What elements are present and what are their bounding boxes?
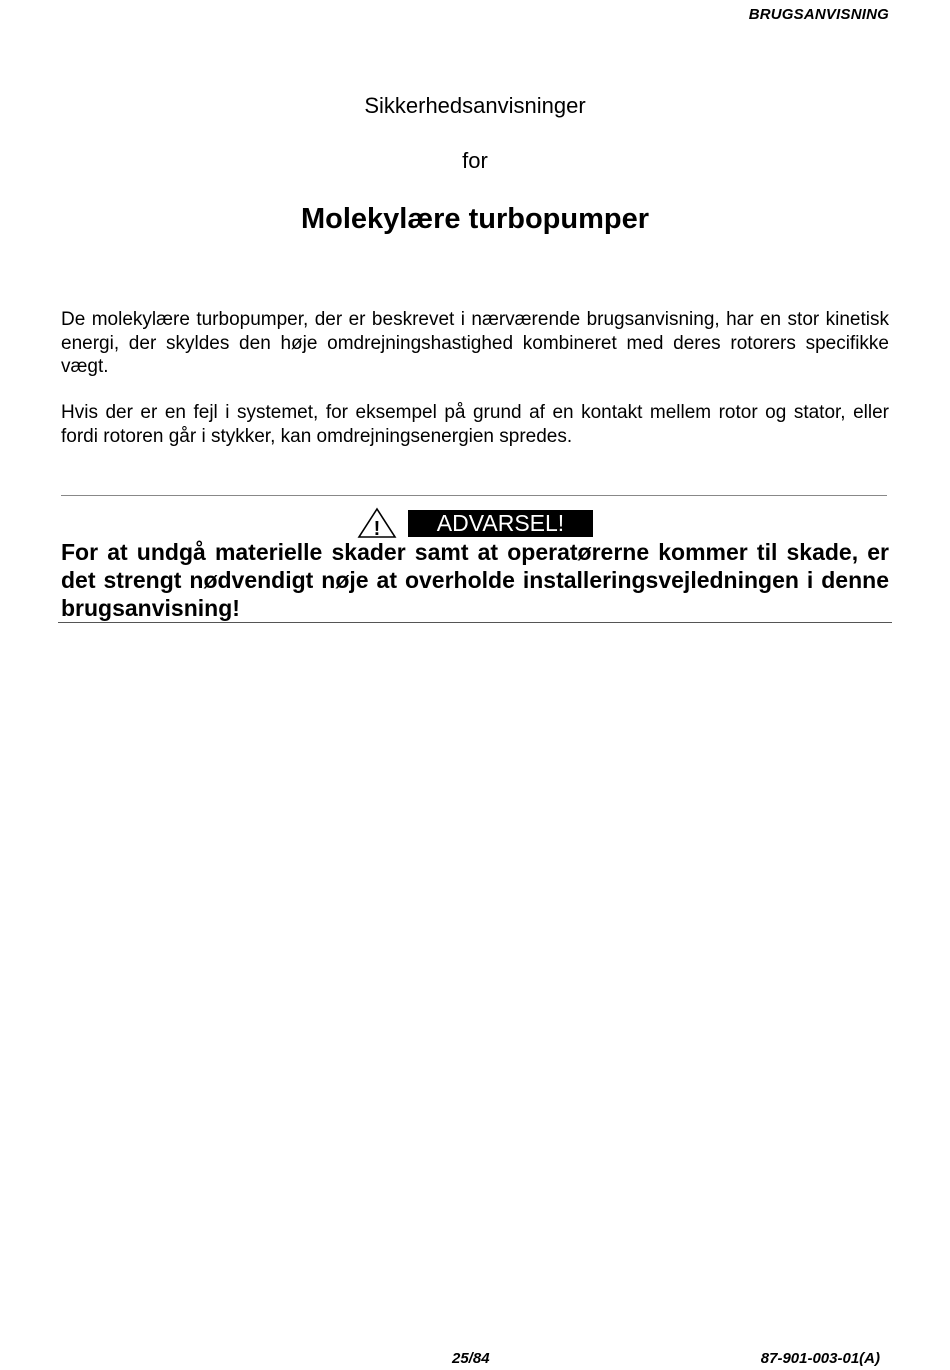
paragraph-fault: Hvis der er en fejl i systemet, for eksempel på grund af en kontakt mellem rotor og stator, eller fordi rotoren går i stykker, kan omdrejningsenergien spredes.	[61, 402, 889, 447]
document-number: 87-901-003-01(A)	[760, 1350, 880, 1367]
page-title: Molekylære turbopumper	[300, 203, 650, 235]
divider-bottom	[58, 622, 892, 623]
warning-triangle-icon	[357, 507, 397, 539]
divider-top	[61, 495, 887, 496]
header-label: BRUGSANVISNING	[748, 6, 889, 23]
warning-text: For at undgå materielle skader samt at operatørerne kommer til skade, er det strengt nødvendigt nøje at overholde installeringsvejledningen i denne brugsanvisning!	[61, 539, 889, 621]
subtitle: Sikkerhedsanvisninger	[364, 93, 586, 118]
title-connector: for	[462, 148, 488, 173]
warning-icon-glyph: !	[373, 518, 381, 539]
paragraph-energy: De molekylære turbopumper, der er beskrevet i nærværende brugsanvisning, har en stor kinetisk energi, der skyldes den høje omdrejningshastighed kombineret med deres rotorers specifikke vægt.	[61, 309, 889, 377]
page-number: 25/84	[452, 1350, 490, 1367]
warning-label: ADVARSEL!	[408, 510, 593, 537]
warning-header	[0, 507, 950, 541]
